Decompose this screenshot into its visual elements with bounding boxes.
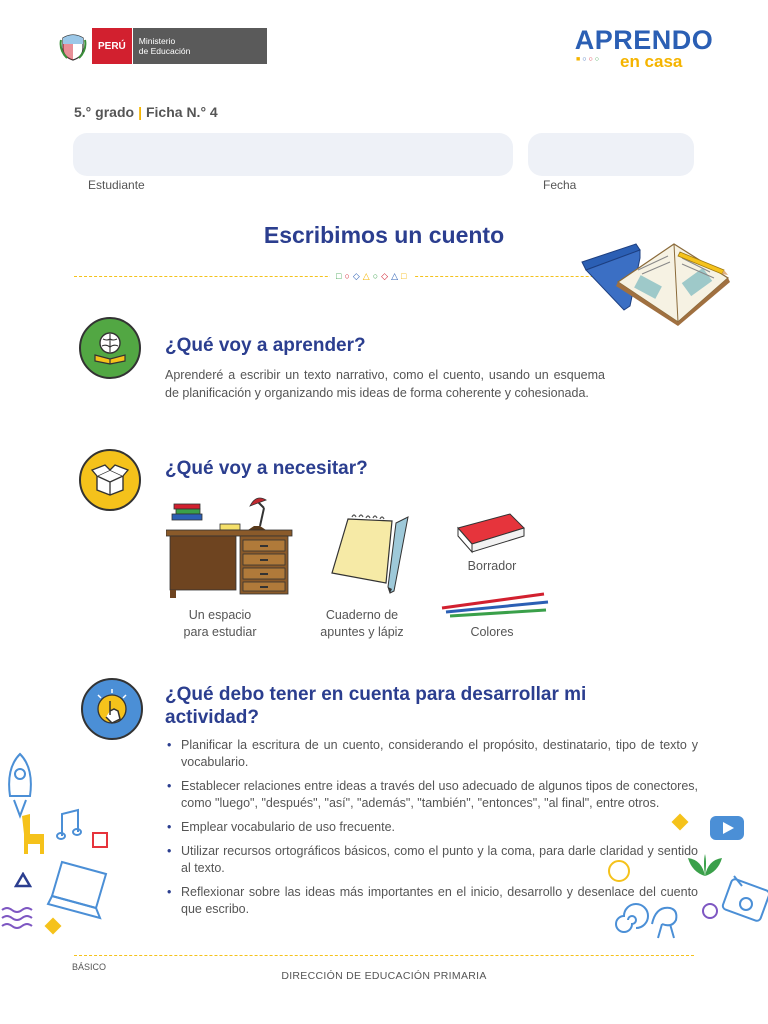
notebook-pencil-icon: [326, 513, 416, 602]
colored-pencils-icon: [440, 590, 550, 623]
desk-icon: [166, 494, 294, 603]
radio-icon: [720, 872, 768, 927]
brand-shapes-icon: ■○○○: [576, 56, 601, 63]
ministry-logo: [58, 28, 267, 64]
material-desk: Un espacio para estudiar: [183, 608, 257, 639]
brain-book-icon: [79, 317, 141, 379]
decorative-shapes-icon: □○◇△○◇△□: [330, 271, 415, 282]
date-label: Fecha: [543, 178, 577, 192]
circle-shape-icon: [608, 860, 630, 882]
laptop-icon: [46, 856, 118, 931]
material-colors: Colores: [470, 625, 514, 639]
llama-icon: [14, 812, 50, 861]
play-video-icon: [708, 814, 746, 847]
sheet-number: Ficha N.° 4: [145, 104, 218, 120]
list-item: • Establecer relaciones entre ideas a través del uso adecuado de algunos tipos de conectores, como "luego", "después", "así", "además", "también", "entonces", "al final", entre otros.: [165, 778, 698, 812]
page-title: Escribimos un cuento: [263, 222, 505, 248]
grade-line: [74, 104, 218, 120]
eraser-icon: [456, 510, 528, 561]
wave-lines-icon: [0, 906, 40, 935]
learn-heading: ¿Qué voy a aprender?: [165, 335, 366, 356]
consider-heading: ¿Qué debo tener en cuenta para desarrollar mi actividad?: [165, 684, 587, 728]
brand-line-1: APRENDO: [574, 25, 714, 55]
grade: 5.° grado: [74, 104, 135, 120]
box-icon: [79, 449, 141, 511]
student-label: Estudiante: [88, 178, 145, 192]
open-book-icon: [578, 236, 743, 333]
separator: |: [138, 104, 142, 120]
square-shape-icon: [92, 832, 108, 848]
brand-line-2: en casa: [620, 52, 683, 71]
list-item: • Planificar la escritura de un cuento, considerando el propósito, destinatario, tipo de texto y vocabulario.: [165, 737, 698, 771]
list-item: • Utilizar recursos ortográficos básicos, como el punto y la coma, para darle claridad y sentido al texto.: [165, 843, 698, 877]
triangle-shape-icon: [14, 872, 32, 893]
material-notebook: Cuaderno de apuntes y lápiz: [320, 608, 404, 639]
need-heading: ¿Qué voy a necesitar?: [165, 458, 368, 479]
spiral-monkey-icon: [612, 894, 688, 949]
footer-direction: DIRECCIÓN DE EDUCACIÓN PRIMARIA: [281, 970, 487, 982]
circle-shape-icon: [702, 903, 718, 919]
list-item: • Reflexionar sobre las ideas más importantes en el inicio, desarrollo y desenlace del cuento que escribo.: [165, 884, 698, 918]
learn-text: Aprenderé a escribir un texto narrativo, como el cuento, usando un esquema de planificación y organizando mis ideas de forma coherente y cohesionada.: [165, 368, 605, 400]
material-eraser: Borrador: [467, 559, 517, 573]
footer-level: BÁSICO: [72, 962, 107, 972]
touch-hand-icon: [81, 678, 143, 740]
ministry-label: Ministerio de Educación: [132, 28, 267, 64]
aprendo-en-casa-logo: [574, 26, 714, 70]
student-field[interactable]: [73, 133, 513, 176]
list-item: • Emplear vocabulario de uso frecuente.: [165, 819, 698, 836]
peru-label: PERÚ: [92, 28, 132, 64]
date-field[interactable]: [528, 133, 694, 176]
footer-divider: [74, 955, 694, 956]
coat-of-arms-icon: [58, 29, 88, 63]
music-note-icon: [56, 808, 82, 847]
